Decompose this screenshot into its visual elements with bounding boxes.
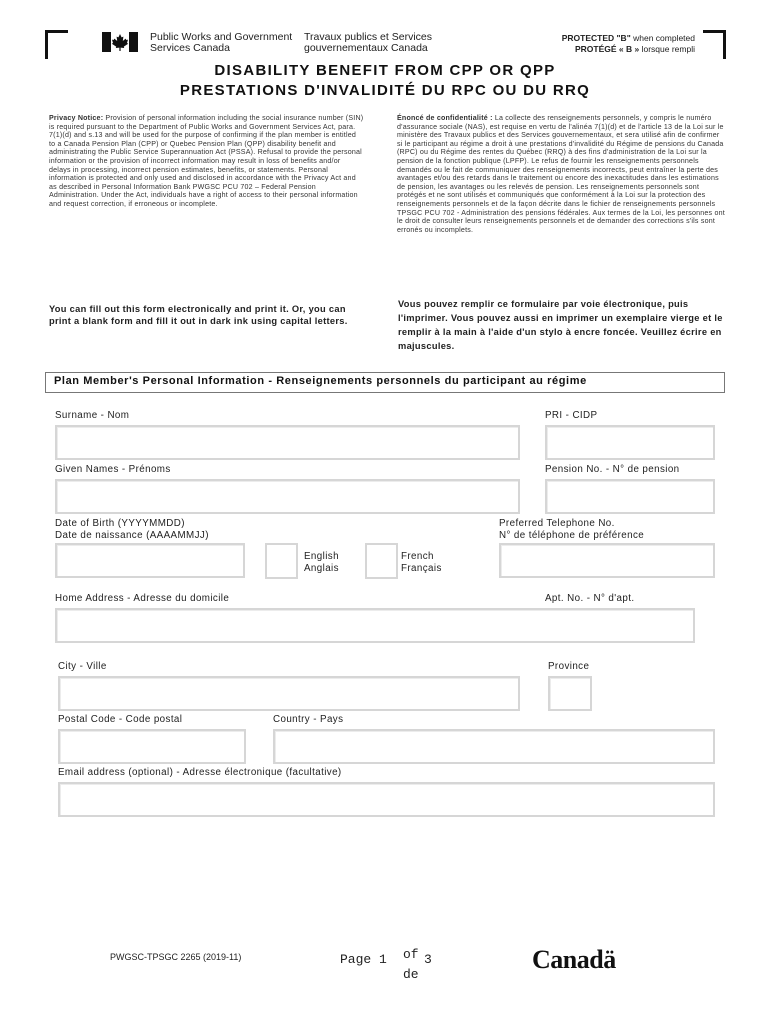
country-input[interactable] (273, 729, 715, 764)
pension-no-label: Pension No. - N° de pension (545, 464, 680, 475)
given-names-input[interactable] (55, 479, 520, 514)
surname-label: Surname - Nom (55, 410, 130, 421)
english-checkbox[interactable] (265, 543, 298, 579)
email-label: Email address (optional) - Adresse électronique (facultative) (58, 767, 342, 778)
protected-b-notice: PROTECTED "B" when completed PROTÉGÉ « B » lorsque rempli (561, 33, 695, 54)
postal-code-label: Postal Code - Code postal (58, 714, 183, 725)
phone-input[interactable] (499, 543, 715, 578)
instructions-en: You can fill out this form electronically and print it. Or, you can print a blank form and fill it out in dark ink using capital letters. (49, 304, 348, 326)
phone-label: Preferred Telephone No. N° de téléphone de préférence (499, 518, 645, 541)
instructions-fr: Vous pouvez remplir ce formulaire par voie électronique, puis l'imprimer. Vous pouvez aussi en imprimer un exemplaire vierge et le remplir à la main à l'aide d'un stylo à encre foncée. Veuillez écrire en majuscules. (398, 299, 723, 351)
privacy-notice-en: Privacy Notice: Provision of personal information including the social insurance number (SIN) is required pursuant to the Department of Public Works and Government Services Act, para. 7(1)(d) and s.13 and will be used for the purpose of confirming if the plan member is entitled to a Canada Pension Plan (CPP) or Quebec Pension Plan (QPP) disability benefit and administrating the Public Service Superannuation Act (PSSA). Refusal to provide the personal information or the provision of incorrect information may result in loss of benefits and/or delays in processing, incorrect pension estimates, benefits, or statements. Personal information is protected and only used and disclosed in accordance with the Privacy Act and as described in Personal Information Bank PWGSC PCU 702 – Federal Pension Administration. Under the Act, individuals have a right of access to their personal information and request correction, if erroneous or incomplete. (49, 114, 364, 208)
form-title-fr: PRESTATIONS D'INVALIDITÉ DU RPC OU DU RRQ (179, 82, 591, 99)
home-address-input[interactable] (55, 608, 695, 643)
english-label: English Anglais (304, 551, 339, 574)
department-name-en: Public Works and Government Services Canada (150, 31, 293, 54)
page-indicator: Page 1 of de 3 (340, 947, 432, 982)
canada-flag-icon (102, 32, 138, 52)
apt-no-label: Apt. No. - N° d'apt. (545, 593, 635, 604)
canada-wordmark: Canadä (532, 945, 616, 974)
french-checkbox[interactable] (365, 543, 398, 579)
given-names-label: Given Names - Prénoms (55, 464, 171, 475)
city-label: City - Ville (58, 661, 107, 672)
department-name-fr: Travaux publics et Services gouvernementaux Canada (304, 31, 432, 54)
province-input[interactable] (548, 676, 592, 711)
corner-mark-right (703, 30, 726, 59)
pension-no-input[interactable] (545, 479, 715, 514)
dob-input[interactable] (55, 543, 245, 578)
corner-mark-left (45, 30, 68, 59)
country-label: Country - Pays (273, 714, 344, 725)
french-label: French Français (401, 551, 442, 574)
pri-label: PRI - CIDP (545, 410, 598, 421)
form-title-en: DISABILITY BENEFIT FROM CPP OR QPP (214, 62, 556, 79)
postal-code-input[interactable] (58, 729, 246, 764)
province-label: Province (548, 661, 590, 672)
home-address-label: Home Address - Adresse du domicile (55, 593, 230, 604)
section-header-personal-info: Plan Member's Personal Information - Renseignements personnels du participant au régime (45, 372, 725, 393)
dob-label: Date of Birth (YYYYMMDD) Date de naissance (AAAAMMJJ) (55, 518, 209, 541)
surname-input[interactable] (55, 425, 520, 460)
privacy-notice-fr: Énoncé de confidentialité : La collecte des renseignements personnels, y compris le numéro d'assurance sociale (NAS), est requise en vertu de l'alinéa 7(1)(d) et de l'article 13 de la Loi sur le ministère des Travaux publics et des Services gouvernementaux, et sera utilisé afin de confirmer si le participant au régime a droit à une prestations d'invalidité du Régime de pensions du Canada (RPC) ou du Régime des rentes du Québec (RRQ) à des fins d'administration de la Loi sur la pension de la fonction publique (LPFP). Le refus de fournir les renseignements personnels demandés ou le fait de communiquer des renseignements incorrects, peut entraîner la perte des avantages et/ou des retards dans le traitement ou encore des inexactitudes dans les estimations de pension, les avantages ou les relevés de pension. Les renseignements personnels sont protégés et ne sont utilisés et communiqués que conformément à la Loi sur la protection des renseignements personnels et de la façon décrite dans le fichier de renseignements personnels TPSGC PCU 702 - Administration des pensions fédérales. Aux termes de la Loi, les personnes ont le droit de consulter leurs renseignements personnels et de demander des corrections s'ils sont erronés ou incomplets. (397, 114, 725, 234)
pri-input[interactable] (545, 425, 715, 460)
form-code: PWGSC-TPSGC 2265 (2019-11) (110, 952, 242, 962)
city-input[interactable] (58, 676, 520, 711)
email-input[interactable] (58, 782, 715, 817)
